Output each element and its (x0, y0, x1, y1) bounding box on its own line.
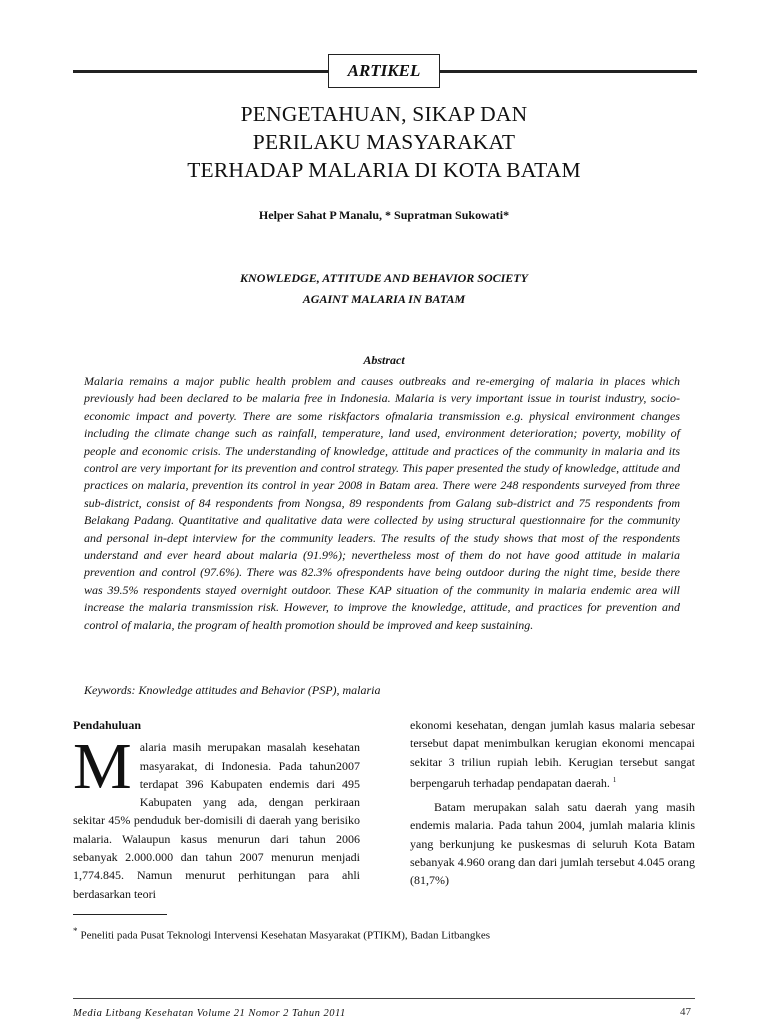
article-type-label: ARTIKEL (328, 54, 440, 88)
english-title-line-1: KNOWLEDGE, ATTITUDE AND BEHAVIOR SOCIETY (240, 271, 528, 285)
title-line-3: TERHADAP MALARIA DI KOTA BATAM (187, 158, 581, 182)
right-paragraph-1-text: ekonomi kesehatan, dengan jumlah kasus malaria sebesar tersebut dapat menimbulkan kerugian ekonomi mencapai sekitar 3 triliun rupiah lebih. Kerugian tersebut sangat berpengaruh terhadap pendapatan daerah. (410, 718, 695, 790)
body-column-right (410, 716, 695, 890)
footnote-mark: * (73, 926, 78, 936)
authors: Helper Sahat P Manalu, * Supratman Sukowati* (258, 208, 510, 222)
right-paragraph-1 (410, 716, 695, 792)
section-heading: Pendahuluan (73, 718, 142, 732)
page-title (80, 100, 688, 184)
page-number: 47 (680, 1006, 691, 1018)
header-rule-right (440, 70, 697, 73)
english-title-line-2: AGAINT MALARIA IN BATAM (302, 292, 466, 306)
footer-divider (73, 998, 695, 999)
abstract-text: Malaria remains a major public health problem and causes outbreaks and re-emerging of malaria in places which previously had been declared to be malaria free in Indonesia. Malaria is very important issue in tourist industry, socio-economic impact and poverty. There are some riskfactors ofmalaria transmission e.g. physical environment changes including the climate change such as rainfall, temperature, land used, environment deterioration; poverty, mobility of people and economic crisis. The understanding of knowledge, attitude and practices of the community in malaria and its control are very important for its prevention and control strategy. This paper presented the study of knowledge, attitude and practices on malaria, prevention its control in year 2008 in Batam area. There were 248 respondents surveyed from three sub-district, consist of 84 respondents from Nongsa, 89 respondents from Galang sub-district and 75 respondents from Belakang Padang. Quantitative and qualitative data were collected by using structural questionnaire for the community and personal in-dept interview for the community leaders. The results of the study shows that most of the respondents understand and ever heard about malaria (91.9%); nevertheless most of them do not have good attitude in malaria prevention and control (97.6%). There was 82.3% ofrespondents have being outdoor during the night time, beside there was 39.5% respondents stayed overnight outdoor. These KAP situation of the community in malaria endemic area will increase the malaria transmission risk. However, to improve the knowledge, attitude, and practices for prevention and control of malaria, the program of health promotion should be improved and keep sustaining. (84, 374, 680, 632)
header-rule-left (73, 70, 328, 73)
title-line-1: PENGETAHUAN, SIKAP DAN (240, 102, 528, 126)
body-column-left (73, 716, 360, 903)
reference-marker: 1 (612, 775, 617, 784)
english-title (80, 268, 688, 310)
abstract-heading: Abstract (363, 353, 405, 367)
title-line-2: PERILAKU MASYARAKAT (252, 130, 516, 154)
drop-cap: M (73, 730, 132, 804)
intro-paragraph (73, 730, 360, 903)
right-paragraph-2: Batam merupakan salah satu daerah yang masih endemis malaria. Pada tahun 2004, jumlah malaria klinis yang berkunjung ke puskesmas di seluruh Kota Batam sebanyak 4.960 orang dan dari jumlah tersebut 4.045 orang (81,7%) (410, 800, 695, 888)
intro-paragraph-text: alaria masih merupakan masalah kesehatan masyarakat, di Indonesia. Pada tahun2007 terdapat 396 Kabupaten endemis dari 495 Kabupaten yang ada, dengan perkiraan sekitar 45% penduduk ber-domisili di daerah yang berisiko malaria. Walaupun kasus menurun dari tahun 2006 sebanyak 2.000.000 dan tahun 2007 menurun menjadi 1,774.845. Namun menurut perhitungan para ahli berdasarkan teori (73, 740, 360, 901)
footnote-text: Peneliti pada Pusat Teknologi Intervensi Kesehatan Masyarakat (PTIKM), Badan Litbangkes (80, 929, 491, 942)
keywords: Keywords: Knowledge attitudes and Behavior (PSP), malaria (84, 683, 381, 697)
footnote-divider (73, 914, 167, 915)
footnote (73, 926, 693, 942)
journal-footer: Media Litbang Kesehatan Volume 21 Nomor 2 Tahun 2011 (73, 1008, 346, 1019)
